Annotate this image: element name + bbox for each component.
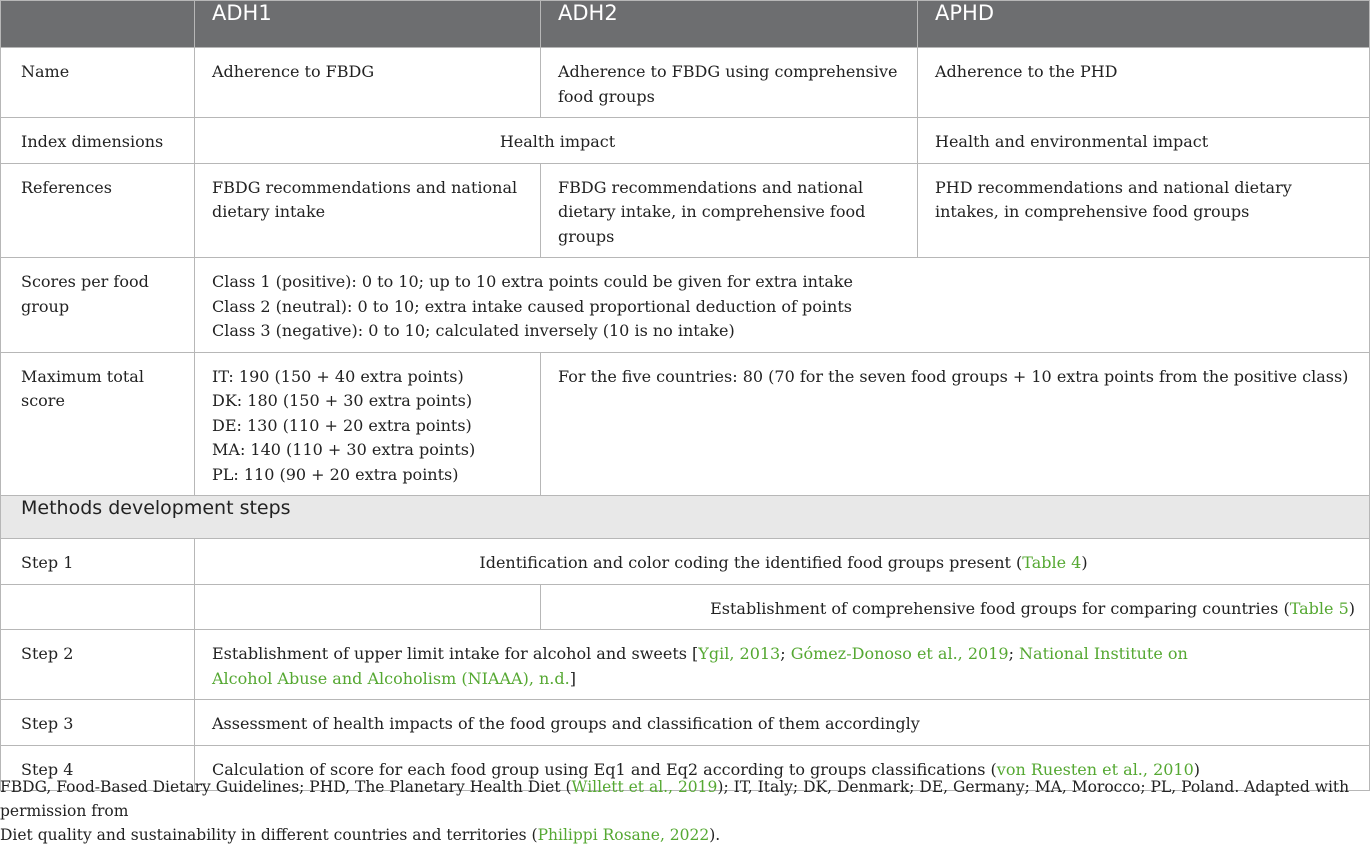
cell-step1b-empty	[1, 584, 195, 630]
row-label-dimensions: Index dimensions	[1, 118, 195, 164]
header-adh1: ADH1	[195, 1, 541, 48]
cell-references-adh2: FBDG recommendations and national dietary intake, in comprehensive food groups	[541, 163, 918, 258]
cell-maxscore-adh1: IT: 190 (150 + 40 extra points) DK: 180 (150 + 30 extra points) DE: 130 (110 + 20 extra points) MA: 140 (110 + 30 extra points) PL: 110 (90 + 20 extra points)	[195, 352, 541, 496]
link-von-ruesten[interactable]: von Ruesten et al., 2010	[996, 759, 1194, 779]
link-philippi-rosane[interactable]: Philippi Rosane, 2022	[537, 826, 710, 844]
row-label-maxscore: Maximum total score	[1, 352, 195, 496]
header-adh2: ADH2	[541, 1, 918, 48]
cell-step1b: Establishment of comprehensive food groups for comparing countries (Table 5)	[541, 584, 1370, 630]
cell-name-adh2: Adherence to FBDG using comprehensive food groups	[541, 48, 918, 118]
row-label-scores: Scores per food group	[1, 258, 195, 353]
row-label-references: References	[1, 163, 195, 258]
link-gomez-donoso[interactable]: Gómez-Donoso et al., 2019	[790, 644, 1009, 663]
cell-step4: Calculation of score for each food group using Eq1 and Eq2 according to groups classifications (von Ruesten et al., 2010)	[195, 745, 1370, 791]
cell-scores: Class 1 (positive): 0 to 10; up to 10 extra points could be given for extra intake Class 2 (neutral): 0 to 10; extra intake caused proportional deduction of points Class 3 (negative): 0 to 10; calculated inversely (10 is no intake)	[195, 258, 1370, 353]
cell-step2: Establishment of upper limit intake for alcohol and sweets [Ygil, 2013; Gómez-Donoso et al., 2019; National Institute on Alcohol Abuse and Alcoholism (NIAAA), n.d.]	[195, 630, 1370, 700]
row-label-step1: Step 1	[1, 539, 195, 585]
table-row-name	[1, 48, 1370, 118]
header-blank-cell	[1, 1, 195, 48]
table-row-references	[1, 163, 1370, 258]
row-label-step4: Step 4	[1, 745, 195, 791]
row-label-step3: Step 3	[1, 700, 195, 746]
table-footnote: FBDG, Food-Based Dietary Guidelines; PHD, The Planetary Health Diet (Willett et al., 2019); IT, Italy; DK, Denmark; DE, Germany; MA, Morocco; PL, Poland. Adapted with permission from Diet quality and sustainability in different countries and territories (Philippi Rosane, 2022).	[0, 778, 1350, 844]
header-aphd: APHD	[918, 1, 1370, 48]
link-table5[interactable]: Table 5	[1289, 598, 1349, 618]
cell-maxscore-other: For the five countries: 80 (70 for the seven food groups + 10 extra points from the positive class)	[541, 352, 1370, 496]
link-niaaa[interactable]: National Institute on Alcohol Abuse and Alcoholism (NIAAA), n.d.	[212, 644, 1188, 688]
link-ygil[interactable]: Ygil, 2013	[698, 644, 781, 663]
section-header-row	[1, 496, 1370, 539]
table-row-step2	[1, 630, 1370, 700]
cell-dimensions-health: Health impact	[195, 118, 918, 164]
cell-step1: Identification and color coding the identified food groups present (Table 4)	[195, 539, 1370, 585]
cell-name-adh1: Adherence to FBDG	[195, 48, 541, 118]
row-label-name: Name	[1, 48, 195, 118]
table-row-step3	[1, 700, 1370, 746]
cell-references-adh1: FBDG recommendations and national dietary intake	[195, 163, 541, 258]
section-title: Methods development steps	[1, 496, 1370, 539]
table-row-scores	[1, 258, 1370, 353]
cell-dimensions-aphd: Health and environmental impact	[918, 118, 1370, 164]
table-header-row	[1, 1, 1370, 48]
cell-name-aphd: Adherence to the PHD	[918, 48, 1370, 118]
table-row-step1	[1, 539, 1370, 585]
table-row-dimensions	[1, 118, 1370, 164]
cell-references-aphd: PHD recommendations and national dietary intakes, in comprehensive food groups	[918, 163, 1370, 258]
link-willett[interactable]: Willett et al., 2019	[571, 778, 718, 796]
table-row-step1b	[1, 584, 1370, 630]
link-table4[interactable]: Table 4	[1022, 553, 1082, 572]
cell-step1b-empty2	[195, 584, 541, 630]
row-label-step2: Step 2	[1, 630, 195, 700]
cell-step3: Assessment of health impacts of the food groups and classification of them accordingly	[195, 700, 1370, 746]
table-row-maxscore	[1, 352, 1370, 496]
